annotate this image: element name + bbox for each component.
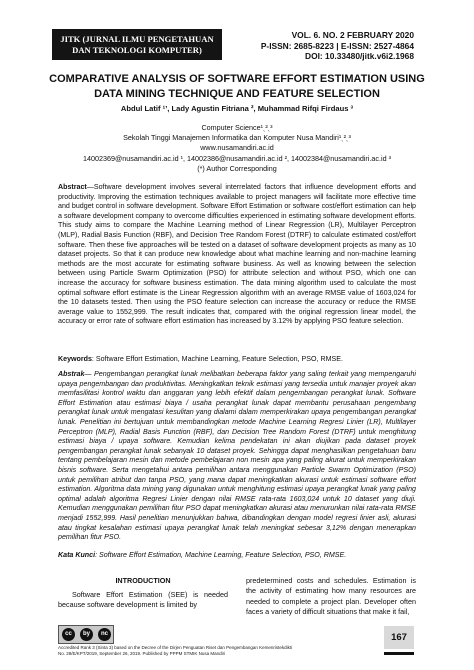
- abstract-indonesian: [58, 370, 416, 543]
- cc-icon: cc: [62, 628, 75, 641]
- doi-label: DOI: 10.33480/jitk.v6i2.1968: [305, 51, 414, 61]
- page-number: 167: [384, 626, 414, 649]
- keywords-text: : Software Effort Estimation, Machine Learning, Feature Selection, PSO, RMSE.: [91, 355, 343, 363]
- journal-name-line1: JITK (JURNAL ILMU PENGETAHUAN: [60, 34, 214, 44]
- journal-name-line2: DAN TEKNOLOGI KOMPUTER): [72, 44, 202, 55]
- journal-name-banner: [52, 29, 222, 60]
- section-heading-introduction: INTRODUCTION: [115, 576, 171, 585]
- footer-accreditation: [58, 645, 378, 657]
- keywords-english: [58, 355, 416, 365]
- kata-kunci-label: Kata Kunci: [58, 551, 96, 559]
- issn-label: P-ISSN: 2685-8223 | E-ISSN: 2527-4864: [260, 40, 414, 51]
- abstract-english: [58, 183, 416, 327]
- abstrak-label: Abstrak: [58, 370, 85, 378]
- paper-title-line2: DATA MINING TECHNIQUE AND FEATURE SELECTION: [94, 87, 380, 100]
- author-emails: 14002369@nusamandiri.ac.id ¹, 14002386@nusamandiri.ac.id ², 14002384@nusamandiri.ac.id ³: [83, 153, 391, 163]
- volume-label: VOL. 6. NO. 2 FEBRUARY 2020: [291, 30, 414, 40]
- creative-commons-badge: [58, 625, 114, 644]
- accreditation-line: Accredited Rank 3 (Sinta 3) based on the Decree of the Dirjen Penguatan Riset dan Pengembangan Kemenristekdikti: [58, 645, 293, 650]
- affiliation-dept: Computer Science¹ˎ²ˎ³: [201, 123, 273, 132]
- paper-title-line1: COMPARATIVE ANALYSIS OF SOFTWARE EFFORT ESTIMATION USING: [49, 73, 425, 85]
- issue-metadata: [261, 30, 414, 62]
- body-column-right: predetermined costs and schedules. Estimation is the activity of estimating how many resources are needed to complete a project plan. Developer often faces a variety of difficult situations that make it fail,: [246, 576, 416, 616]
- abstract-label: Abstract: [58, 183, 87, 191]
- author-list: Abdul Latif ¹’, Lady Agustin Fitriana ², Muhammad Rifqi Firdaus ³: [120, 104, 354, 113]
- decree-line: No. 28/E/KPT/2019, September 26, 2019. Published by PPPM STMIK Nusa Mandiri: [58, 651, 226, 657]
- corresponding-note: (*) Author Corresponding: [197, 163, 277, 173]
- kata-kunci-text: : Software Effort Estimation, Machine Learning, Feature Selection, PSO, RMSE.: [95, 551, 347, 559]
- paper-title: [40, 72, 434, 101]
- body-column-left: Software Effort Estimation (SEE) is needed because software development is limited by: [58, 590, 228, 610]
- keywords-label: Keywords: [58, 355, 92, 363]
- noncommercial-icon: nc: [98, 628, 111, 641]
- attribution-icon: by: [80, 628, 93, 641]
- abstract-text: —Software development involves several interrelated factors that influence development efforts and productivity. Improving the estimation techniques available to project managers will facilitate more effective time and budget control in software development. Software Effort Estimation or software cost/effort estimation can help a software development company to overcome difficulties experienced in estimating software development efforts. This study aims to compare the Machine Learning method of Linear Regression (LR), Multilayer Perceptron (MLP), Radial Basis Function (RBF), and Decision Tree Random Forest (DTRF) to calculate estimated cost/effort software. Then these five approaches will be tested on a dataset of software development projects as many as 10 dataset projects. So that it can produce new knowledge about what machine learning and non-machine learning methods are the most accurate for estimating software business. As well as knowing between the selection between using Particle Swarm Optimization (PSO) for attribute selection and without PSO, which one can increase the accuracy for software business estimation. The data mining algorithm used to calculate the most optimal software effort estimate is the Linear Regression algorithm with an average RMSE value of 1603,024 for the 10 datasets tested. Then using the PSO feature selection can increase the accuracy or reduce the RMSE average value to 1552,999. The result indicates that, compared with the original regression linear model, the accuracy or error rate of software effort estimation has increased by 3.12% by applying PSO feature selection.: [58, 183, 416, 326]
- keywords-indonesian: [58, 551, 416, 561]
- affiliation-block: [40, 123, 434, 174]
- affiliation-institution: Sekolah Tinggi Manajemen Informatika dan Komputer Nusa Mandiri¹ˎ²ˎ³: [123, 133, 351, 143]
- affiliation-website: www.nusamandiri.ac.id: [200, 143, 274, 153]
- page-number-rule: [384, 652, 414, 655]
- abstrak-text: — Pengembangan perangkat lunak melibatkan beberapa faktor yang saling terkait yang mempengaruhi upaya pengembangan dan produktivitas. Meningkatkan teknik estimasi yang tersedia untuk manajer proyek akan memfasilitasi kontrol waktu dan anggaran yang lebih efektif dalam pengembangan perangkat lunak. Software Effort Estimation atau estimasi biaya / usaha perangkat lunak dapat membantu perusahaan pengembang perangkat lunak untuk mengatasi kesulitan yang dialami dalam memperkirakan upaya pengembangan perangkat lunak. Penelitian ini bertujuan untuk membandingkan metode Machine Learning Regresi Linier (LR), Multilayer Perceptron (MLP), Radial Basis Function (RBF), dan Decision Tree Random Forest (DTRF) untuk menghitung estimasi biaya / upaya software. Kemudian kelima pendekatan ini akan diujikan pada dataset proyek pengembangan perangkat lunak sebanyak 10 dataset proyek. Sehingga dapat menghasilkan pengetahuan baru tentang pembelajaran mesin dan metode pembelajaran non mesin apa yang paling akurat untuk memperkirakan bisnis software. Serta mengetahui antara pemilihan antara menggunakan Particle Swarm Optimization (PSO) untuk pemilihan atribut dan tanpa PSO, yang mana dapat meningkatkan akurasi untuk estimasi software effort estimation. Algoritma data mining yang digunakan untuk menghitung estimasi upaya perangkat lunak yang paling optimal adalah algoritma Regresi Linier dengan nilai RMSE rata-rata 1603,024 untuk 10 dataset yang diuji. Kemudian menggunakan pemilihan fitur PSO dapat meningkatkan akurasi atau menurunkan nilai rata-rata RMSE menjadi 1552,999. Hasil penelitian menunjukkan bahwa, dibandingkan dengan model regresi linier asli, akurasi atau tingkat kesalahan estimasi upaya perangkat lunak telah meningkat sebesar 3,12% dengan menerapkan pemilihan fitur PSO.: [58, 370, 416, 542]
